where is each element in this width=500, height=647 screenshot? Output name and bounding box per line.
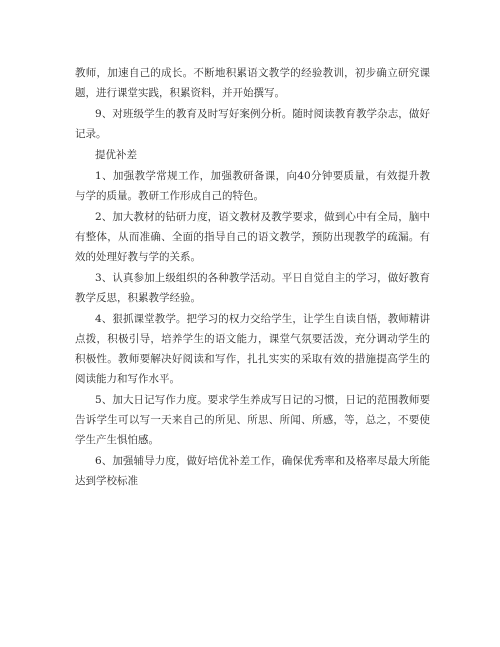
paragraph-item-3: 3、认真参加上级组织的各种教学活动。平日自觉自主的学习，做好教育教学反思，积累教学经验。 xyxy=(75,272,430,304)
paragraph-item-5: 5、加大日记写作力度。要求学生养成写日记的习惯，日记的范围教师要告诉学生可以写一天来自己的所见、所思、所闻、所感，等，总之，不要使学生产生惧怕感。 xyxy=(75,394,430,446)
paragraph-item-6: 6、加强辅导力度，做好培优补差工作，确保优秀率和及格率尽最大所能达到学校标准 xyxy=(75,455,430,487)
document-body xyxy=(75,63,430,491)
paragraph-item-9: 9、对班级学生的教育及时写好案例分析。随时阅读教育教学杂志，做好记录。 xyxy=(75,108,430,140)
paragraph-item-1: 1、加强教学常规工作，加强教研备课，向40分钟要质量，有效提升教与学的质量。教研工作形成自己的特色。 xyxy=(75,170,430,202)
paragraph-continuation: 教师，加速自己的成长。不断地积累语文教学的经验教训，初步确立研究课题，进行课堂实践，积累资料，并开始撰写。 xyxy=(75,67,430,99)
section-heading: 提优补差 xyxy=(95,149,137,161)
paragraph-item-4: 4、狠抓课堂教学。把学习的权力交给学生，让学生自读自悟，教师精讲点拨，积极引导，培养学生的语文能力，课堂气氛要活泼，充分调动学生的积极性。教师要解决好阅读和写作，扎扎实实的采取有效的措施提高学生的阅读能力和写作水平。 xyxy=(75,313,430,385)
paragraph-item-2: 2、加大教材的钻研力度，语文教材及教学要求，做到心中有全局，脑中有整体，从而准确、全面的指导自己的语文教学，预防出现教学的疏漏。有效的处理好教与学的关系。 xyxy=(75,211,430,263)
